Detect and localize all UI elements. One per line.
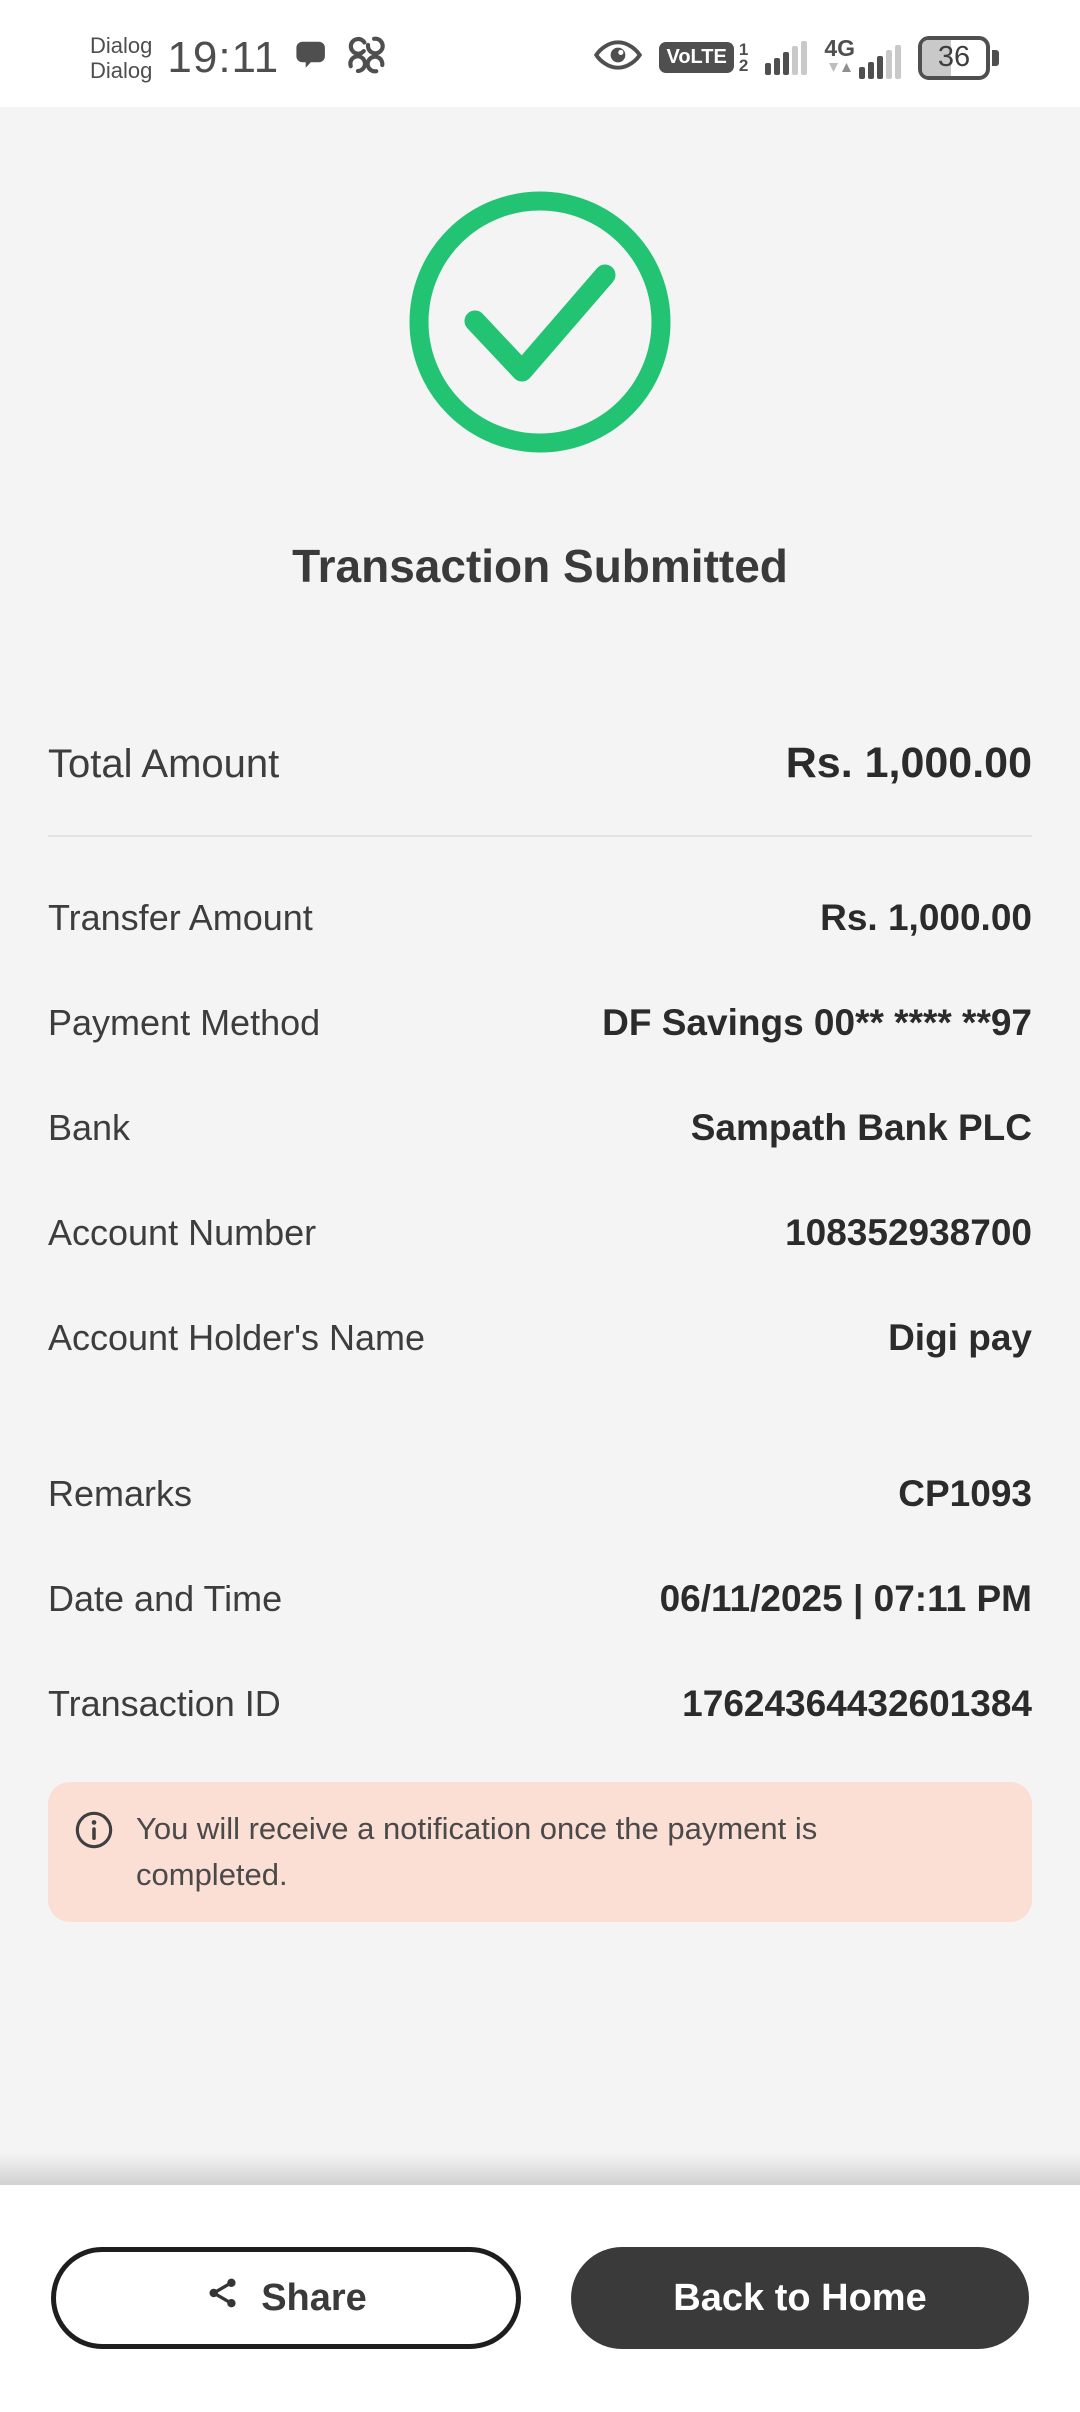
detail-value: 06/11/2025 | 07:11 PM — [659, 1577, 1032, 1619]
share-button[interactable] — [51, 2247, 521, 2349]
detail-label: Account Number — [48, 1211, 317, 1253]
detail-value: Digi pay — [888, 1316, 1032, 1358]
network-type-label: 4G — [824, 34, 855, 61]
detail-row-transaction-id — [48, 1683, 1032, 1725]
signal-bars-sim2 — [859, 45, 901, 79]
detail-label: Payment Method — [48, 1001, 321, 1043]
detail-value: Sampath Bank PLC — [690, 1106, 1032, 1148]
receipt-content — [0, 107, 1080, 2185]
eye-protection-icon — [594, 39, 642, 76]
detail-label: Account Holder's Name — [48, 1316, 426, 1358]
battery-indicator — [918, 36, 990, 80]
content-bottom-shadow — [0, 2153, 1080, 2185]
volte-badge: VoLTE — [659, 42, 733, 73]
total-amount-value: Rs. 1,000.00 — [785, 738, 1032, 787]
detail-row-remarks — [48, 1473, 1032, 1515]
status-bar — [0, 0, 1080, 107]
back-to-home-button[interactable] — [571, 2247, 1029, 2349]
detail-row-transfer-amount — [48, 897, 1032, 939]
clock: 19:11 — [167, 32, 280, 82]
detail-value: CP1093 — [898, 1472, 1032, 1514]
carrier-label — [90, 33, 152, 83]
detail-value: DF Savings 00** **** **97 — [602, 1001, 1032, 1043]
share-icon — [205, 2275, 241, 2321]
action-bar — [0, 2185, 1080, 2412]
volte-indicator — [659, 39, 749, 75]
signal-group-sim2 — [824, 34, 901, 79]
sim1-indicator: 1 — [738, 39, 749, 59]
data-activity-arrows-icon — [826, 61, 854, 79]
sim2-indicator: 2 — [738, 55, 749, 75]
transaction-meta-list — [48, 1473, 1032, 1725]
info-icon — [74, 1806, 114, 1855]
total-amount-label: Total Amount — [48, 741, 280, 786]
sim-slot-indicators — [738, 39, 749, 75]
transfer-details-list — [48, 897, 1032, 1359]
detail-label: Bank — [48, 1106, 131, 1148]
total-amount-row — [48, 739, 1032, 788]
detail-label: Remarks — [48, 1472, 193, 1514]
success-check-icon — [409, 191, 671, 453]
status-bar-right — [594, 36, 990, 80]
back-to-home-label: Back to Home — [673, 2276, 927, 2319]
app-rings-notification-icon — [345, 35, 387, 80]
carrier-sim1-label: Dialog — [90, 32, 153, 58]
share-button-label: Share — [261, 2276, 367, 2319]
page-title: Transaction Submitted — [292, 540, 788, 592]
detail-label: Transaction ID — [48, 1682, 281, 1724]
detail-row-bank — [48, 1107, 1032, 1149]
carrier-sim2-label: Dialog — [90, 57, 153, 83]
detail-value: Rs. 1,000.00 — [820, 896, 1032, 938]
notice-text: You will receive a notification once the payment is completed. — [136, 1810, 818, 1892]
detail-row-payment-method — [48, 1002, 1032, 1044]
battery-terminal — [992, 50, 999, 66]
status-bar-left — [90, 33, 387, 83]
notice-banner — [48, 1782, 1032, 1922]
detail-row-account-number — [48, 1212, 1032, 1254]
section-divider — [48, 835, 1032, 837]
detail-row-account-holder — [48, 1317, 1032, 1359]
signal-bars-sim1 — [765, 41, 807, 75]
detail-label: Date and Time — [48, 1577, 283, 1619]
battery-percent: 36 — [937, 41, 971, 73]
detail-label: Transfer Amount — [48, 896, 313, 938]
chat-notification-icon — [294, 37, 330, 78]
detail-value: 17624364432601384 — [682, 1682, 1032, 1724]
detail-value: 108352938700 — [785, 1211, 1032, 1253]
detail-row-date-time — [48, 1578, 1032, 1620]
